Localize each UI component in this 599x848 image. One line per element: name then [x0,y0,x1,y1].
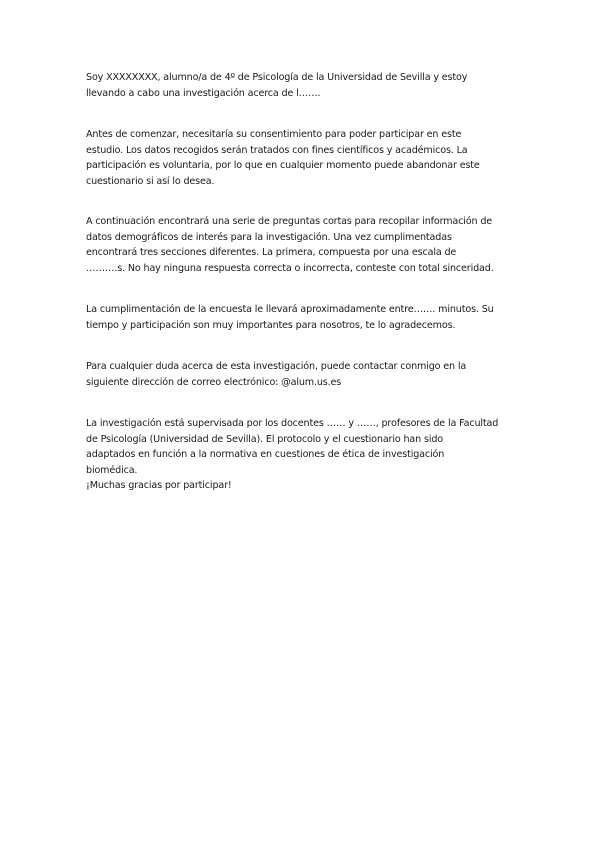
text-line: A continuación encontrará una serie de preguntas cortas para recopilar información de [86,216,493,227]
text-line: siguiente dirección de correo electrónico: @alum.us.es [86,376,342,388]
instructions-paragraph [86,214,516,276]
text-line: llevando a cabo una investigación acerca de l……. [86,87,321,99]
text-line: La investigación está supervisada por los docentes …… y ……, profesores de la Facultad [86,418,499,429]
text-line: Antes de comenzar, necesitaría su consentimiento para poder participar en este [86,129,462,140]
thanks-line: ¡Muchas gracias por participar! [86,480,232,491]
text-line: datos demográficos de interés para la investigación. Una vez cumplimentadas [86,231,452,243]
text-line: cuestionario si así lo desea. [86,175,215,187]
intro-paragraph [86,70,516,101]
text-line: tiempo y participación son muy importantes para nosotros, te lo agradecemos. [86,319,456,331]
text-line: encontrará tres secciones diferentes. La primera, compuesta por una escala de [86,247,457,258]
text-line: adaptados en función a la normativa en cuestiones de ética de investigación [86,449,445,460]
text-line: estudio. Los datos recogidos serán tratados con fines científicos y académicos. La [86,144,468,156]
contact-paragraph [86,359,516,390]
text-line: ……….s. No hay ninguna respuesta correcta o incorrecta, conteste con total sinceridad. [86,262,494,274]
text-line: participación es voluntaria, por lo que en cualquier momento puede abandonar este [86,160,480,171]
text-line: Para cualquier duda acerca de esta investigación, puede contactar conmigo en la [86,361,467,372]
duration-paragraph [86,302,516,333]
consent-paragraph [86,127,516,189]
text-line: La cumplimentación de la encuesta le llevará aproximadamente entre……. minutos. Su [86,304,494,315]
supervision-paragraph [86,416,516,494]
text-line: Soy XXXXXXXX, alumno/a de 4º de Psicología de la Universidad de Sevilla y estoy [86,72,468,83]
text-line: de Psicología (Universidad de Sevilla). El protocolo y el cuestionario han sido [86,433,443,445]
text-line: biomédica. [86,464,138,476]
